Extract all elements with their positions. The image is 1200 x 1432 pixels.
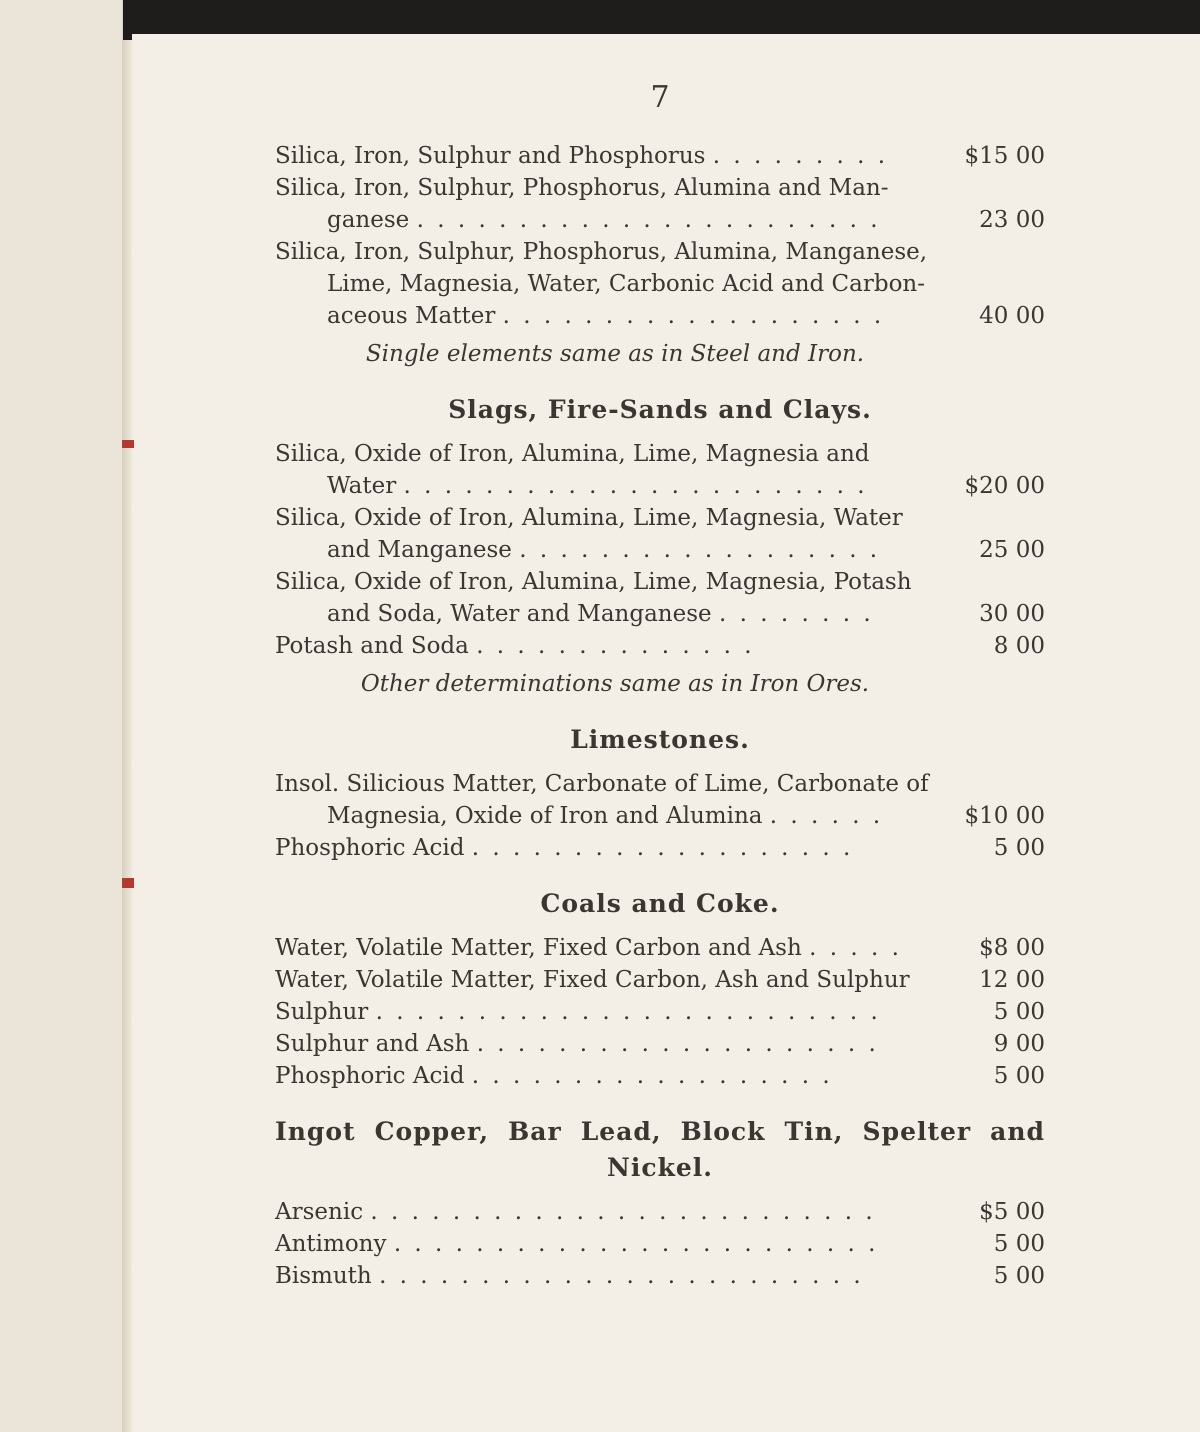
- price-entry: [275, 768, 1045, 832]
- entry-price: 40 00: [979, 303, 1045, 329]
- price-entry: [275, 172, 1045, 236]
- entry-price: $15 00: [964, 143, 1045, 169]
- entry-price: 25 00: [979, 537, 1045, 563]
- price-entry: [275, 1060, 1045, 1092]
- entry-description: Sulphur . . . . . . . . . . . . . . . . . . . . . . . . .: [275, 999, 881, 1025]
- price-entry: [275, 1196, 1045, 1228]
- entry-description-cont: aceous Matter . . . . . . . . . . . . . . . . . . .: [327, 303, 885, 329]
- section-ores: [275, 140, 1045, 370]
- section-heading: Slags, Fire-Sands and Clays.: [448, 395, 872, 424]
- entry-description: Silica, Iron, Sulphur, Phosphorus, Alumina and Man-: [275, 175, 889, 201]
- price-entry: [275, 1028, 1045, 1060]
- entry-price: 30 00: [979, 601, 1045, 627]
- section-slags: [275, 394, 1045, 700]
- entry-description: Bismuth . . . . . . . . . . . . . . . . . . . . . . . .: [275, 1263, 864, 1289]
- facing-page: [0, 0, 123, 1432]
- price-entry: [275, 236, 1045, 332]
- price-entry: [275, 566, 1045, 630]
- binding-thread-mark: [122, 440, 134, 448]
- price-entry: [275, 1228, 1045, 1260]
- entry-price: $10 00: [964, 803, 1045, 829]
- entry-description: Silica, Iron, Sulphur, Phosphorus, Alumina, Manganese,: [275, 239, 928, 265]
- entry-price: 5 00: [993, 1263, 1045, 1289]
- price-entry: [275, 502, 1045, 566]
- price-entry: [275, 832, 1045, 864]
- entry-description-cont: and Manganese . . . . . . . . . . . . . . . . . .: [327, 537, 881, 563]
- price-entry: [275, 996, 1045, 1028]
- binding-thread-mark: [122, 878, 134, 888]
- entry-description: Arsenic . . . . . . . . . . . . . . . . . . . . . . . . .: [275, 1199, 876, 1225]
- entry-price: 12 00: [979, 967, 1045, 993]
- price-entry: [275, 1260, 1045, 1292]
- entry-price: 5 00: [993, 999, 1045, 1025]
- section-heading-cont: Nickel.: [607, 1153, 713, 1182]
- entry-description: Sulphur and Ash . . . . . . . . . . . . . . . . . . . .: [275, 1031, 879, 1057]
- section-limestones: [275, 724, 1045, 864]
- section-coals: [275, 888, 1045, 1092]
- entry-description-cont: and Soda, Water and Manganese . . . . . . . .: [327, 601, 874, 627]
- entry-price: 5 00: [993, 835, 1045, 861]
- entry-price: 5 00: [993, 1063, 1045, 1089]
- entry-price: 9 00: [993, 1031, 1045, 1057]
- entry-description: Silica, Iron, Sulphur and Phosphorus . . . . . . . . .: [275, 143, 889, 169]
- entry-price: $20 00: [964, 473, 1045, 499]
- entry-description: Insol. Silicious Matter, Carbonate of Lime, Carbonate of: [275, 771, 929, 797]
- price-entry: [275, 932, 1045, 964]
- entry-description-cont: ganese . . . . . . . . . . . . . . . . . . . . . . .: [327, 207, 881, 233]
- price-entry: [275, 630, 1045, 662]
- page-gutter: [122, 40, 132, 1432]
- section-metals: [275, 1116, 1045, 1292]
- price-entry: [275, 964, 1045, 996]
- section-note: Single elements same as in Steel and Iron.: [365, 341, 865, 367]
- entry-description-cont: Magnesia, Oxide of Iron and Alumina . . . . . .: [327, 803, 884, 829]
- entry-description: Phosphoric Acid . . . . . . . . . . . . . . . . . . .: [275, 835, 854, 861]
- entry-description: Water, Volatile Matter, Fixed Carbon and Ash . . . . .: [275, 935, 902, 961]
- entry-description: Antimony . . . . . . . . . . . . . . . . . . . . . . . .: [275, 1231, 879, 1257]
- entry-description-cont: Water . . . . . . . . . . . . . . . . . . . . . . .: [327, 473, 868, 499]
- entry-description-cont: Lime, Magnesia, Water, Carbonic Acid and Carbon-: [327, 271, 926, 297]
- entry-price: 23 00: [979, 207, 1045, 233]
- entry-description: Potash and Soda . . . . . . . . . . . . . .: [275, 633, 755, 659]
- section-heading: Limestones.: [570, 725, 750, 754]
- section-heading: Coals and Coke.: [540, 889, 780, 918]
- section-note: Other determinations same as in Iron Ores.: [360, 671, 870, 697]
- entry-description: Water, Volatile Matter, Fixed Carbon, Ash and Sulphur: [275, 967, 910, 993]
- price-entry: [275, 438, 1045, 502]
- page-number: 7: [650, 80, 670, 115]
- entry-price: $8 00: [979, 935, 1045, 961]
- entry-description: Silica, Oxide of Iron, Alumina, Lime, Magnesia and: [275, 441, 870, 467]
- entry-description: Silica, Oxide of Iron, Alumina, Lime, Magnesia, Water: [275, 505, 903, 531]
- entry-price: 5 00: [993, 1231, 1045, 1257]
- entry-price: 8 00: [993, 633, 1045, 659]
- section-heading: Ingot Copper, Bar Lead, Block Tin, Spelter and: [275, 1117, 1045, 1146]
- price-entry: [275, 140, 1045, 172]
- entry-description: Phosphoric Acid . . . . . . . . . . . . . . . . . .: [275, 1063, 833, 1089]
- entry-description: Silica, Oxide of Iron, Alumina, Lime, Magnesia, Potash: [275, 569, 912, 595]
- price-list: [275, 140, 1045, 1292]
- entry-price: $5 00: [979, 1199, 1045, 1225]
